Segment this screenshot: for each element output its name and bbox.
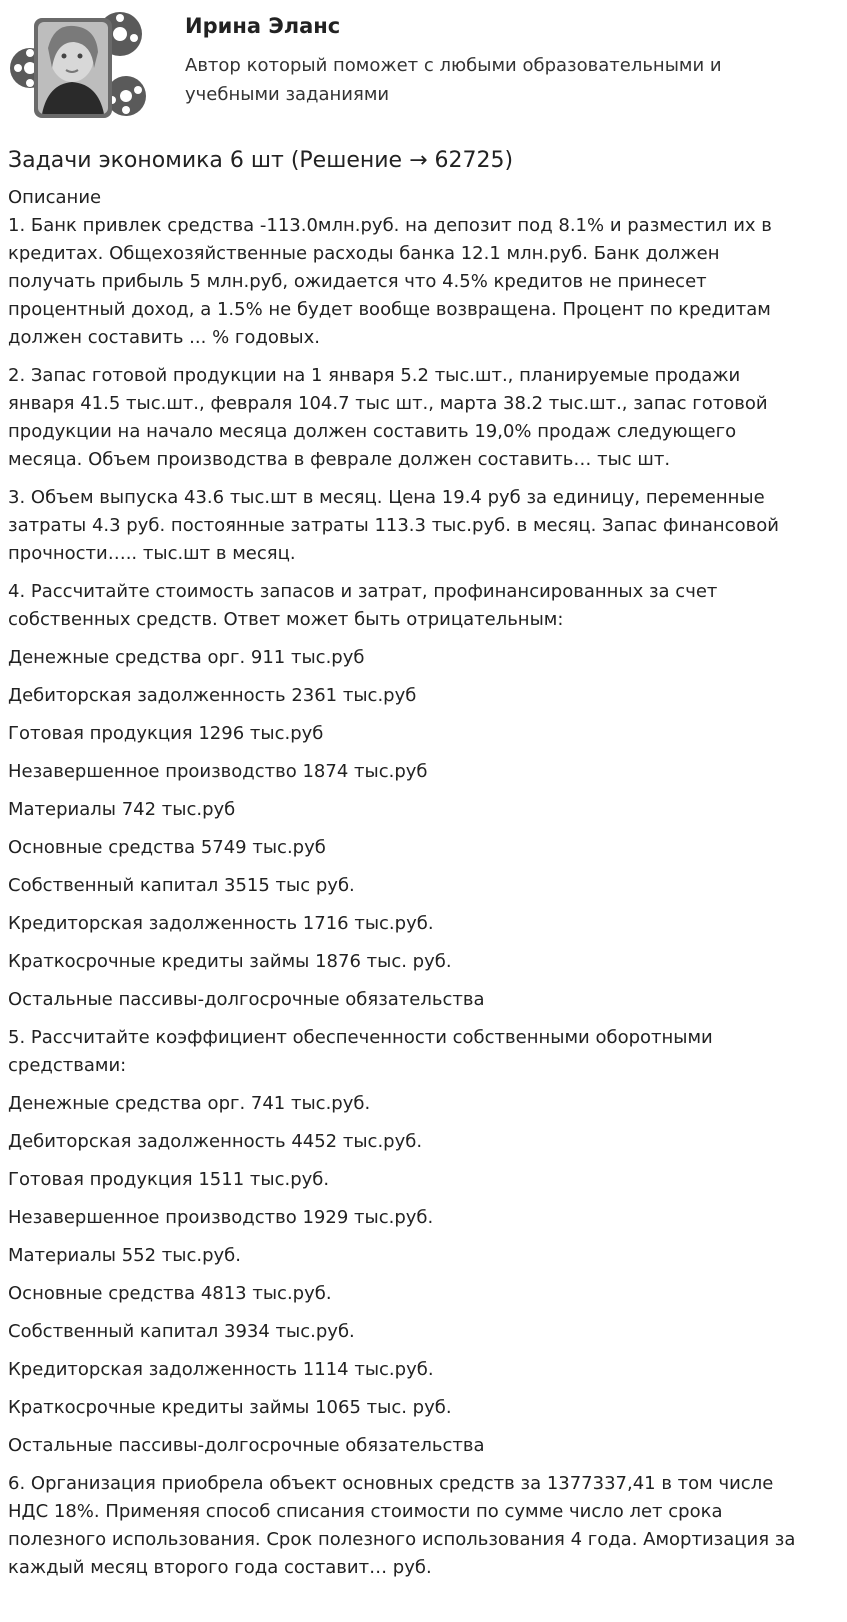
task-paragraph: 2. Запас готовой продукции на 1 января 5.2 тыс.шт., планируемые продажи января 41.5 тыс.шт., февраля 104.7 тыс шт., марта 38.2 тыс.шт., запас готовой продукции на начало месяца должен составить 19,0% продаж следующего месяца. Объем производства в феврале должен составить… тыс шт. — [8, 365, 768, 470]
author-card — [8, 8, 838, 128]
description-label: Описание — [8, 187, 102, 208]
list-item: Готовая продукция 1296 тыс.руб — [8, 723, 324, 744]
list-item: Кредиторская задолженность 1716 тыс.руб. — [8, 913, 434, 934]
list-item: Остальные пассивы-долгосрочные обязательства — [8, 1435, 485, 1456]
task-description — [8, 184, 840, 1592]
author-description: Автор который поможет с любыми образовательными и учебными заданиями — [185, 55, 722, 105]
list-item: Краткосрочные кредиты займы 1876 тыс. руб. — [8, 951, 452, 972]
portrait-photo — [38, 22, 108, 114]
list-item: Кредиторская задолженность 1114 тыс.руб. — [8, 1359, 434, 1380]
task-paragraph: 1. Банк привлек средства -113.0млн.руб. на депозит под 8.1% и разместил их в кредитах. Общехозяйственные расходы банка 12.1 млн.руб. Банк должен получать прибыль 5 млн.руб, ожидается что 4.5% кредитов не принесет процентный доход, а 1.5% не будет вообще возвращена. Процент по кредитам должен составить ... % годовых. — [8, 215, 772, 348]
author-avatar[interactable] — [8, 8, 152, 128]
list-item: Собственный капитал 3515 тыс руб. — [8, 875, 355, 896]
list-item: Незавершенное производство 1874 тыс.руб — [8, 761, 428, 782]
list-item: Незавершенное производство 1929 тыс.руб. — [8, 1207, 434, 1228]
list-item: Готовая продукция 1511 тыс.руб. — [8, 1169, 330, 1190]
list-item: Основные средства 4813 тыс.руб. — [8, 1283, 332, 1304]
list-item: Основные средства 5749 тыс.руб — [8, 837, 326, 858]
author-name[interactable]: Ирина Эланс — [185, 14, 341, 38]
list-item: Материалы 552 тыс.руб. — [8, 1245, 242, 1266]
list-item: Остальные пассивы-долгосрочные обязательства — [8, 989, 485, 1010]
list-item: Денежные средства орг. 741 тыс.руб. — [8, 1093, 371, 1114]
list-item: Дебиторская задолженность 2361 тыс.руб — [8, 685, 417, 706]
list-item: Собственный капитал 3934 тыс.руб. — [8, 1321, 355, 1342]
task-paragraph: 3. Объем выпуска 43.6 тыс.шт в месяц. Цена 19.4 руб за единицу, переменные затраты 4.3 руб. постоянные затраты 113.3 тыс.руб. в месяц. Запас финансовой прочности….. тыс.шт в месяц. — [8, 487, 779, 564]
task-paragraph: 4. Рассчитайте стоимость запасов и затрат, профинансированных за счет собственных средств. Ответ может быть отрицательным: — [8, 581, 718, 630]
page-title: Задачи экономика 6 шт (Решение → 62725) — [8, 148, 514, 173]
list-item: Денежные средства орг. 911 тыс.руб — [8, 647, 365, 668]
task-paragraph: 6. Организация приобрела объект основных средств за 1377337,41 в том числе НДС 18%. Применяя способ списания стоимости по сумме число лет срока полезного использования. Срок полезного использования 4 года. Амортизация за каждый месяц второго года составит… руб. — [8, 1473, 796, 1578]
list-item: Материалы 742 тыс.руб — [8, 799, 236, 820]
list-item: Дебиторская задолженность 4452 тыс.руб. — [8, 1131, 423, 1152]
list-item: Краткосрочные кредиты займы 1065 тыс. руб. — [8, 1397, 452, 1418]
task-paragraph: 5. Рассчитайте коэффициент обеспеченности собственными оборотными средствами: — [8, 1027, 713, 1076]
